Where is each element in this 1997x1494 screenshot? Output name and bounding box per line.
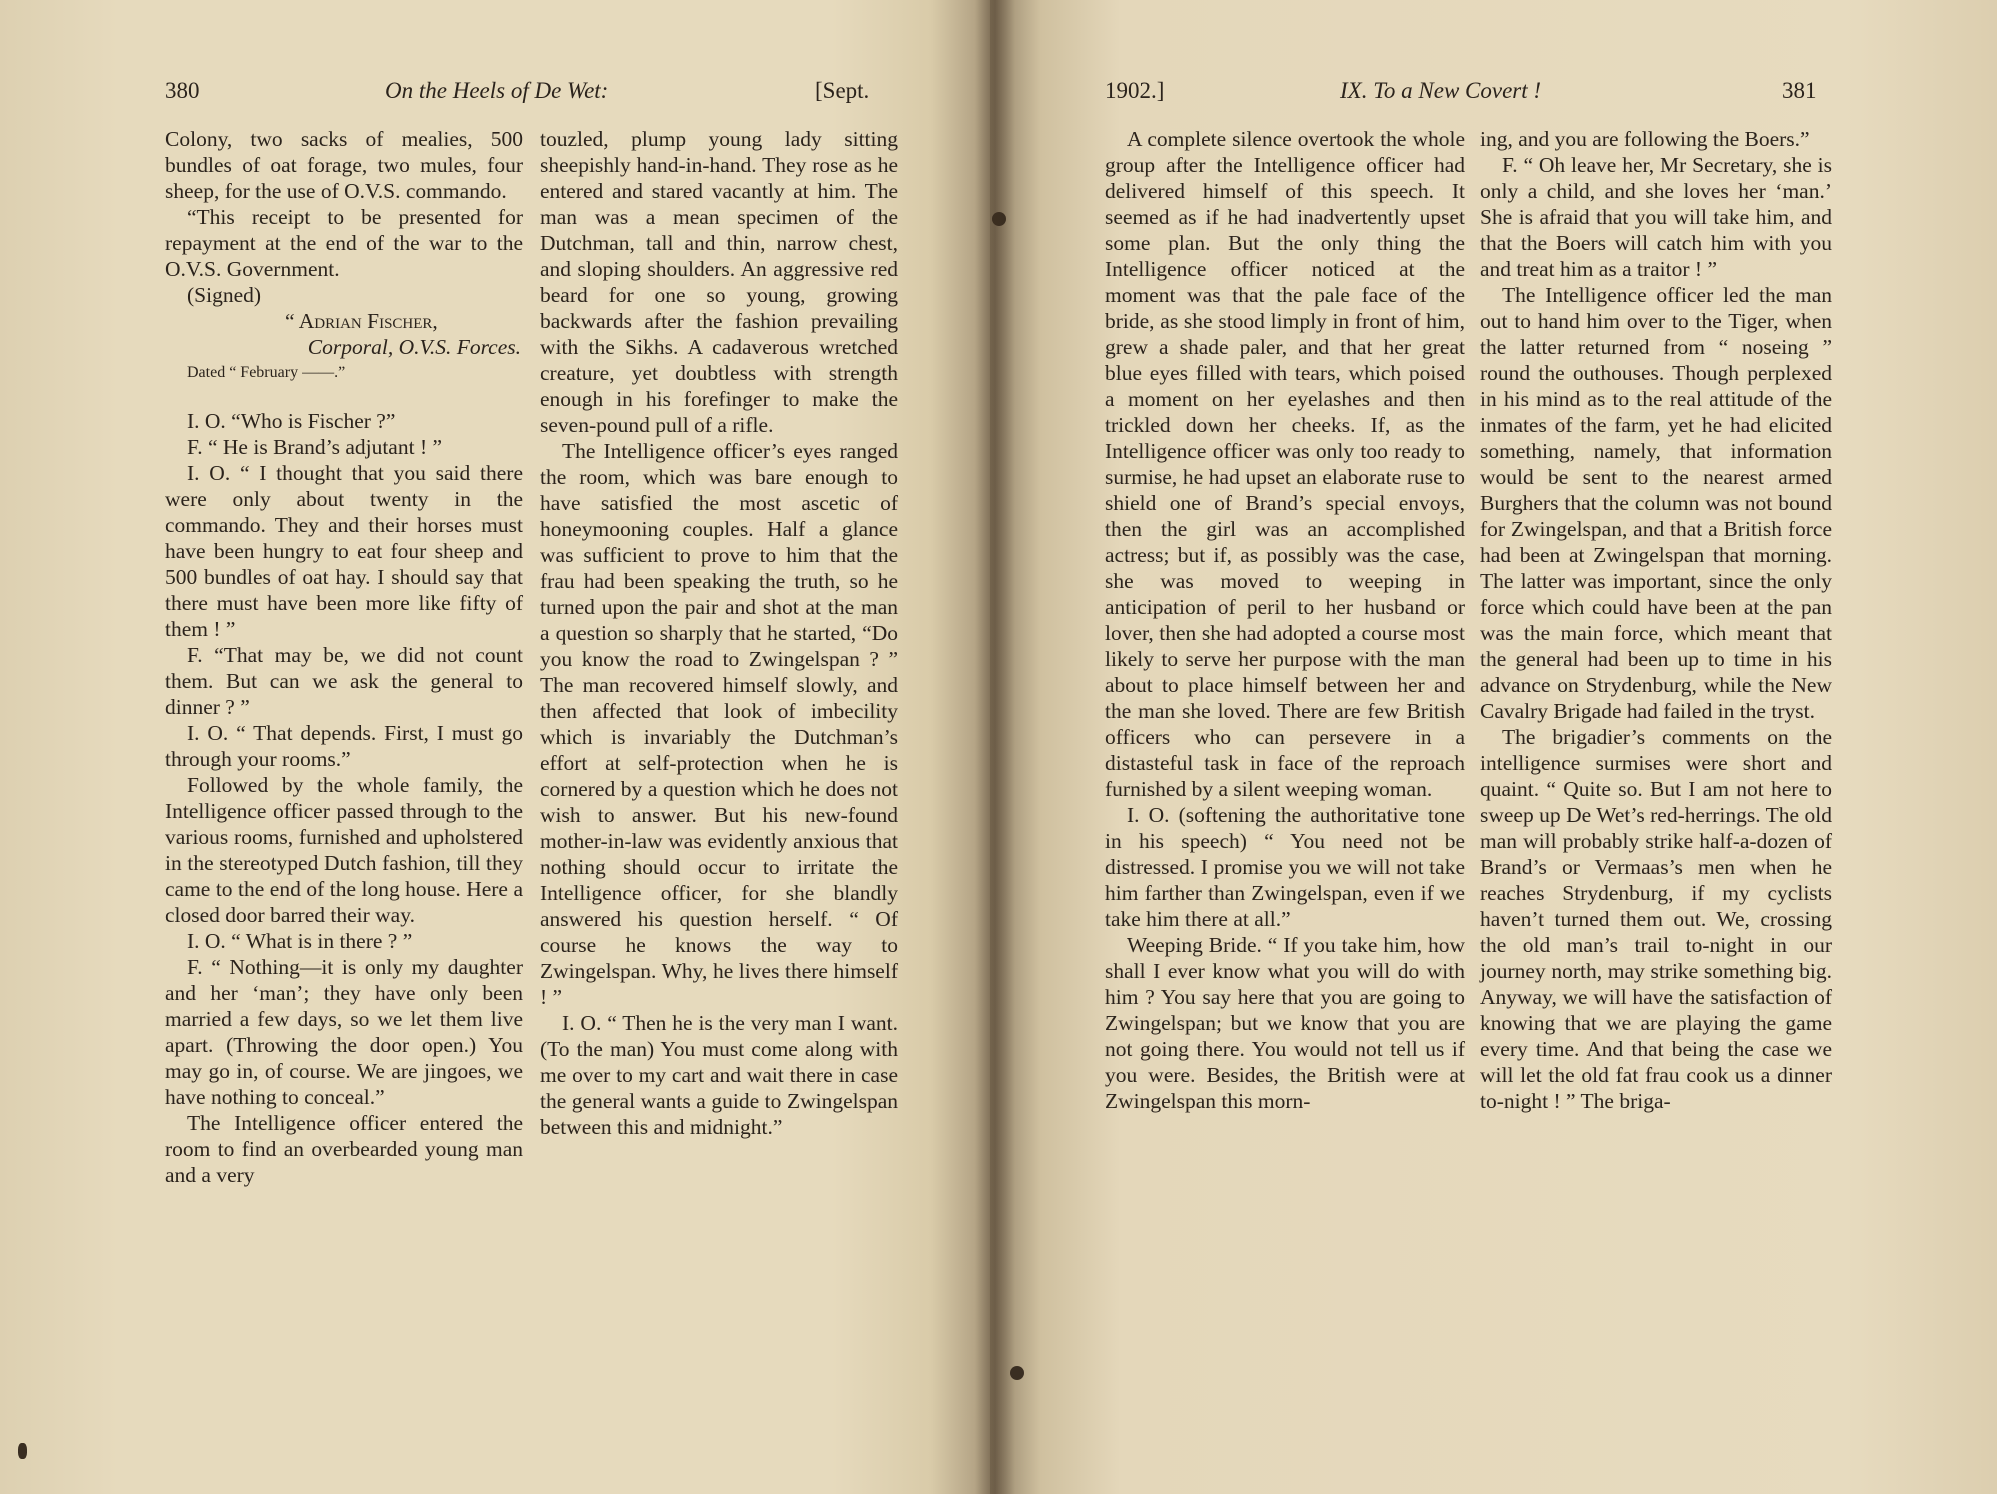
paragraph: “ Adrian Fischer, (285, 309, 438, 333)
left-page-number: 380 (165, 78, 200, 103)
right-page (990, 0, 1997, 1494)
right-column-2 (1480, 126, 1832, 1114)
right-page-number: 381 (1782, 78, 1817, 103)
ink-spot (18, 1443, 27, 1459)
paragraph: I. O. “ What is in there ? ” (187, 929, 413, 953)
left-column-1 (165, 126, 523, 1188)
paragraph: F. “ Oh leave her, Mr Secretary, she is only a child, and she loves her ‘man.’ She is afraid that you will take him, and that the Boers will catch him with you and treat him as a traitor ! ” (1480, 153, 1832, 281)
paragraph: F. “That may be, we did not count them. But can we ask the general to dinner ? ” (165, 643, 523, 719)
paragraph: I. O. “ I thought that you said there were only about twenty in the commando. They and their horses must have been hungry to eat four sheep and 500 bundles of oat hay. I should say that there must have been more like fifty of them ! ” (165, 461, 523, 641)
paragraph: ing, and you are following the Boers.” (1480, 127, 1810, 151)
right-running-title: IX. To a New Covert ! (1340, 78, 1542, 103)
paragraph: The Intelligence officer’s eyes ranged the room, which was bare enough to have satisfied the most ascetic of honeymooning couples. Half a glance was sufficient to prove to him that the frau had been speaking the truth, so he turned upon the pair and shot at the man a question so sharply that he started, “Do you know the road to Zwingelspan ? ” The man recovered himself slowly, and then affected that look of imbecility which is invariably the Dutchman’s effort at self-protection when he is cornered by a question which he does not wish to answer. But his new-found mother-in-law was evidently anxious that nothing should occur to irritate the Intelligence officer, for she blandly answered his question herself. “ Of course he knows the way to Zwingelspan. Why, he lives there himself ! ” (540, 439, 898, 1009)
right-column-1 (1105, 126, 1465, 1114)
paragraph: F. “ Nothing—it is only my daughter and her ‘man’; they have only been married a few days, so we let them live apart. (Throwing the door open.) You may go in, of course. We are jingoes, we have nothing to conceal.” (165, 955, 523, 1109)
paragraph: Followed by the whole family, the Intelligence officer passed through to the various rooms, furnished and upholstered in the stereotyped Dutch fashion, till they came to the end of the long house. Here a closed door barred their way. (165, 773, 523, 927)
paragraph: F. “ He is Brand’s adjutant ! ” (187, 435, 443, 459)
paragraph: The brigadier’s comments on the intelligence surmises were short and quaint. “ Quite so. But I am not here to sweep up De Wet’s red-herrings. The old man will probably strike half-a-dozen of Brand’s or Vermaas’s men when he reaches Strydenburg, if my cyclists haven’t turned them out. We, crossing the old man’s trail to-night in our journey north, may strike something big. Anyway, we will have the satisfaction of knowing that we are playing the game every time. And that being the case we will let the old fat frau cook us a dinner to-night ! ” The briga- (1480, 725, 1832, 1113)
left-running-date: [Sept. (815, 78, 870, 103)
left-page (0, 0, 990, 1494)
left-running-title: On the Heels of De Wet: (385, 78, 609, 103)
paragraph: Dated “ February ——.” (187, 364, 346, 381)
paragraph: touzled, plump young lady sitting sheepishly hand-in-hand. They rose as he entered and stared vacantly at him. The man was a mean specimen of the Dutchman, tall and thin, narrow chest, and sloping shoulders. An aggressive red beard for one so young, growing backwards after the fashion prevailing with the Sikhs. A cadaverous wretched creature, yet doubtless with strength enough in his forefinger to make the seven-pound pull of a rifle. (540, 127, 898, 437)
paragraph: A complete silence overtook the whole group after the Intelligence officer had delivered himself of this speech. It seemed as if he had inadvertently upset some plan. But the only thing the Intelligence officer noticed at the moment was that the pale face of the bride, as she stood limply in front of him, grew a shade paler, and that her great blue eyes filled with tears, which poised a moment on her eyelashes and then trickled down her cheeks. If, as the Intelligence officer was only too ready to surmise, he had upset an elaborate ruse to shield one of Brand’s special envoys, then the girl was an accomplished actress; but if, as possibly was the case, she was moved to weeping in anticipation of peril to her husband or lover, then she had adopted a course most likely to serve her purpose with the man about to place himself between her and the man she loved. There are few British officers who can persevere in a distasteful task in face of the reproach furnished by a silent weeping woman. (1105, 127, 1465, 801)
paragraph: Colony, two sacks of mealies, 500 bundles of oat forage, two mules, four sheep, for the use of O.V.S. commando. (165, 127, 523, 203)
paragraph: The Intelligence officer led the man out to hand him over to the Tiger, when the latter returned from “ noseing ” round the outhouses. Though perplexed in his mind as to the real attitude of the inmates of the farm, yet he had elicited something, namely, that information would be sent to the nearest armed Burghers that the column was not bound for Zwingelspan, and that a British force had been at Zwingelspan that morning. The latter was important, since the only force which could have been at the pan was the main force, which meant that the general had been up to time in his advance on Strydenburg, while the New Cavalry Brigade had failed in the tryst. (1480, 283, 1832, 723)
right-running-date: 1902.] (1105, 78, 1165, 103)
gutter-shadow (975, 0, 1015, 1494)
paragraph: The Intelligence officer entered the room to find an overbearded young man and a very (165, 1111, 523, 1187)
paragraph: Weeping Bride. “ If you take him, how shall I ever know what you will do with him ? You say here that you are going to Zwingelspan; but we know that you are not going there. You would not tell us if you were. Besides, the British were at Zwingelspan this morn- (1105, 933, 1465, 1113)
paragraph: Corporal, O.V.S. Forces. (307, 335, 521, 359)
paragraph: I. O. “Who is Fischer ?” (187, 409, 396, 433)
paragraph: I. O. “ That depends. First, I must go through your rooms.” (165, 721, 523, 771)
paragraph: “This receipt to be presented for repayment at the end of the war to the O.V.S. Government. (165, 205, 523, 281)
paragraph: I. O. “ Then he is the very man I want. (To the man) You must come along with me over to my cart and wait there in case the general wants a guide to Zwingelspan between this and midnight.” (540, 1011, 898, 1139)
left-column-2 (540, 126, 898, 1140)
paragraph: (Signed) (187, 283, 262, 307)
paragraph: I. O. (softening the authoritative tone in his speech) “ You need not be distressed. I promise you we will not take him farther than Zwingelspan, even if we take him there at all.” (1105, 803, 1465, 931)
